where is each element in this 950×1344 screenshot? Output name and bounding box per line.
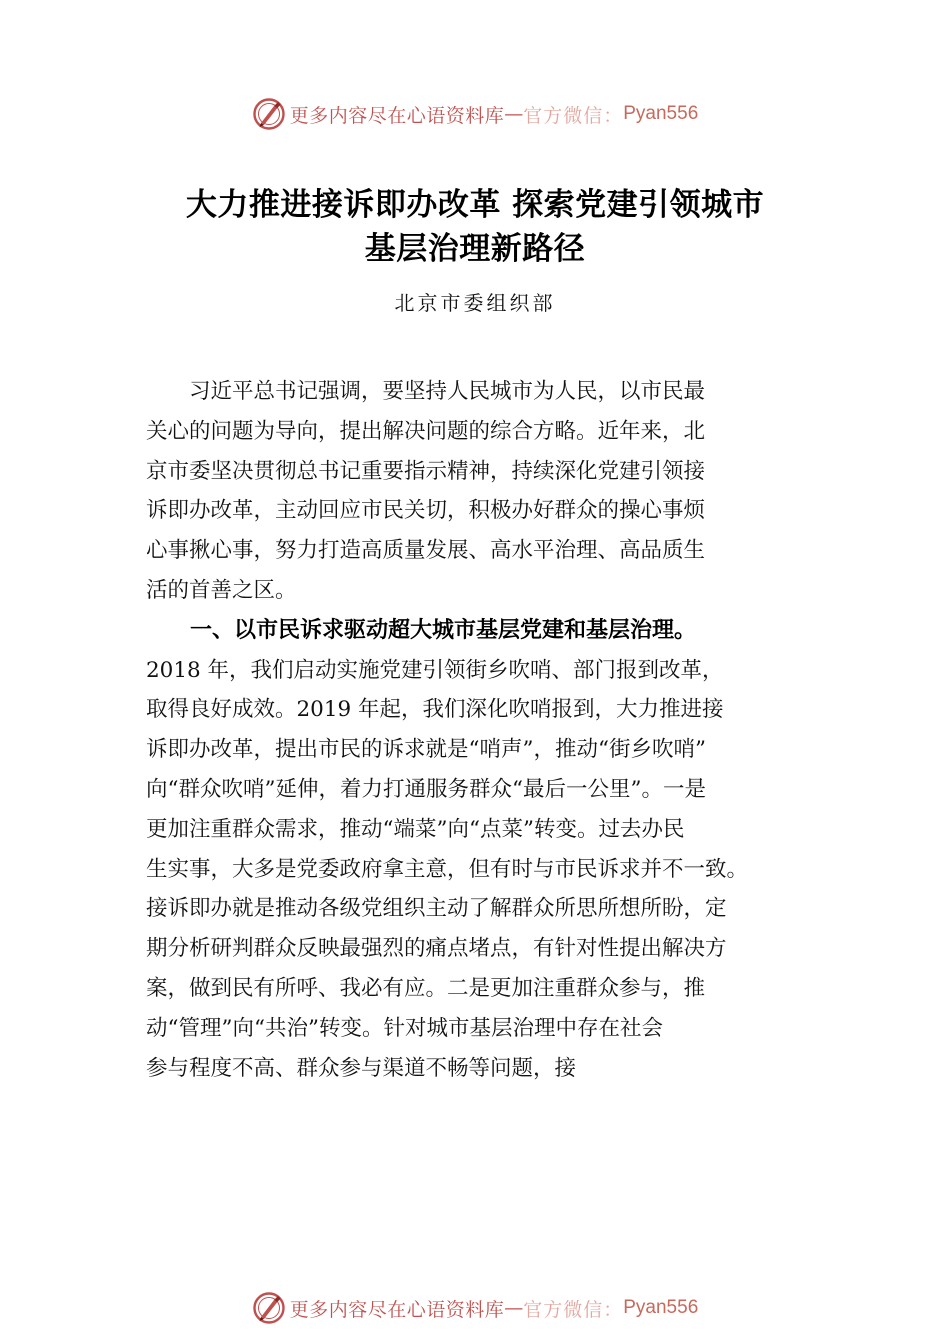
body-line: 习近平总书记强调，要坚持人民城市为人民，以市民最 <box>146 379 706 404</box>
banner-official-label: 官方微信： <box>523 104 624 127</box>
body-line: 案，做到民有所呼、我必有应。二是更加注重群众参与，推 <box>146 975 706 1001</box>
body-line: 活的首善之区。 <box>146 577 297 603</box>
section-heading: 一、以市民诉求驱动超大城市基层党建和基层治理。 <box>146 617 697 643</box>
banner-wechat-id: Pyan556 <box>623 1297 699 1318</box>
body-line: 京市委坚决贯彻总书记重要指示精神，持续深化党建引领接 <box>146 458 706 484</box>
body-line: 生实事，大多是党委政府拿主意，但有时与市民诉求并不一致。 <box>146 856 749 882</box>
body-line: 诉即办改革，提出市民的诉求就是“哨声”，推动“街乡吹哨” <box>146 737 706 763</box>
body-line: 更加注重群众需求，推动“端菜”向“点菜”转变。过去办民 <box>146 816 685 842</box>
body-line: 向“群众吹哨”延伸，着力打通服务群众“最后一公里”。一是 <box>146 776 706 802</box>
title-line-1: 大力推进接诉即办改革 探索党建引领城市 <box>185 187 765 223</box>
document-author: 北京市委组织部 <box>394 291 556 315</box>
footer-banner <box>0 1288 950 1328</box>
body-line: 取得良好成效。2019 年起，我们深化吹哨报到，大力推进接 <box>146 697 724 723</box>
body-line: 诉即办改革，主动回应市民关切，积极办好群众的操心事烦 <box>146 498 706 524</box>
document-body <box>146 372 836 1088</box>
banner-brand-text: 更多内容尽在心语资料库 <box>289 1298 505 1321</box>
document-title <box>0 183 950 271</box>
banner-wechat-id: Pyan556 <box>623 103 699 124</box>
banner-dash: — <box>504 103 524 125</box>
banner-brand-text: 更多内容尽在心语资料库 <box>289 104 505 127</box>
body-line: 参与程度不高、群众参与渠道不畅等问题，接 <box>146 1055 577 1081</box>
seal-logo-icon <box>252 1291 286 1325</box>
body-line: 动“管理”向“共治”转变。针对城市基层治理中存在社会 <box>146 1015 663 1041</box>
body-line: 2018 年，我们启动实施党建引领街乡吹哨、部门报到改革， <box>146 657 724 683</box>
header-banner <box>0 94 950 134</box>
seal-logo-icon <box>252 97 286 131</box>
title-line-2: 基层治理新路径 <box>364 231 586 267</box>
body-line: 心事揪心事，努力打造高质量发展、高水平治理、高品质生 <box>146 538 706 564</box>
body-line: 关心的问题为导向，提出解决问题的综合方略。近年来，北 <box>146 418 706 444</box>
body-line: 接诉即办就是推动各级党组织主动了解群众所思所想所盼，定 <box>146 896 727 922</box>
banner-dash: — <box>504 1297 524 1319</box>
body-line: 期分析研判群众反映最强烈的痛点堵点，有针对性提出解决方 <box>146 936 727 962</box>
banner-official-label: 官方微信： <box>523 1298 624 1321</box>
